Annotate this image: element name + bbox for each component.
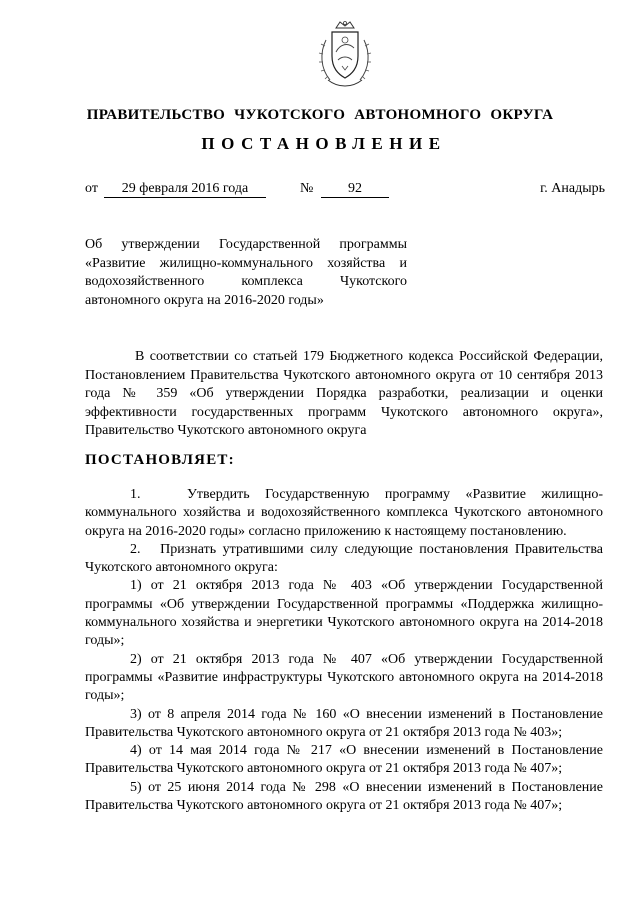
subject-text: Об утверждении Государственной программы «Развитие жилищно-коммунального хозяйства и водохозяйственного комплекса Чукотского автономного округа на 2016-2020 годы» bbox=[85, 237, 407, 308]
document-date: 29 февраля 2016 года bbox=[104, 180, 266, 198]
decree-heading: ПОСТАНОВЛЯЕТ: bbox=[85, 452, 235, 468]
document-subject bbox=[85, 236, 407, 310]
clause-item: 2. Признать утратившими силу следующие постановления Правительства Чукотского автономного округа: bbox=[85, 541, 603, 576]
from-label: от bbox=[85, 181, 98, 196]
document-type: ПОСТАНОВЛЕНИЕ bbox=[201, 134, 447, 153]
clause-item: 1. Утвердить Государственную программу «Развитие жилищно-коммунального хозяйства и водохозяйственного комплекса Чукотского автономного округа на 2016-2020 годы» согласно приложению к настоящему постановлению. bbox=[85, 487, 603, 539]
clause-item: 2) от 21 октября 2013 года № 407 «Об утверждении Государственной программы «Развитие инфраструктуры Чукотского автономного округа на 2014-2018 годы»; bbox=[85, 651, 603, 704]
document-meta bbox=[85, 180, 605, 200]
preamble bbox=[85, 348, 603, 441]
organization-title: ПРАВИТЕЛЬСТВО ЧУКОТСКОГО АВТОНОМНОГО ОКРУГА bbox=[86, 107, 554, 123]
clause-item: 1) от 21 октября 2013 года № 403 «Об утверждении Государственной программы «Об утверждении Государственной программы «Поддержка жилищно-коммунального хозяйства и энергетики Чукотского автономного округа на 2014-2018 годы»; bbox=[85, 578, 603, 649]
clause-item: 4) от 14 мая 2014 года № 217 «О внесении изменений в Постановление Правительства Чукотского автономного округа от 21 октября 2013 года № 407»; bbox=[85, 743, 603, 777]
decree-clauses bbox=[85, 486, 603, 815]
preamble-text: В соответствии со статьей 179 Бюджетного кодекса Российской Федерации, Постановлением Правительства Чукотского автономного округа от 10 сентября 2013 года № 359 «Об утверждении Порядка разработки, реализации и оценки эффективности государственных программ Чукотского автономного округа», Правительство Чукотского автономного округа bbox=[85, 349, 603, 438]
clause-item: 3) от 8 апреля 2014 года № 160 «О внесении изменений в Постановление Правительства Чукотского автономного округа от 21 октября 2013 года № 403»; bbox=[85, 706, 603, 740]
document-city: г. Анадырь bbox=[540, 181, 605, 196]
document-number: 92 bbox=[321, 180, 389, 198]
coat-of-arms-icon bbox=[314, 18, 376, 92]
clause-item: 5) от 25 июня 2014 года № 298 «О внесении изменений в Постановление Правительства Чукотского автономного округа от 21 октября 2013 года № 407»; bbox=[85, 779, 603, 814]
number-label: № bbox=[300, 181, 314, 196]
